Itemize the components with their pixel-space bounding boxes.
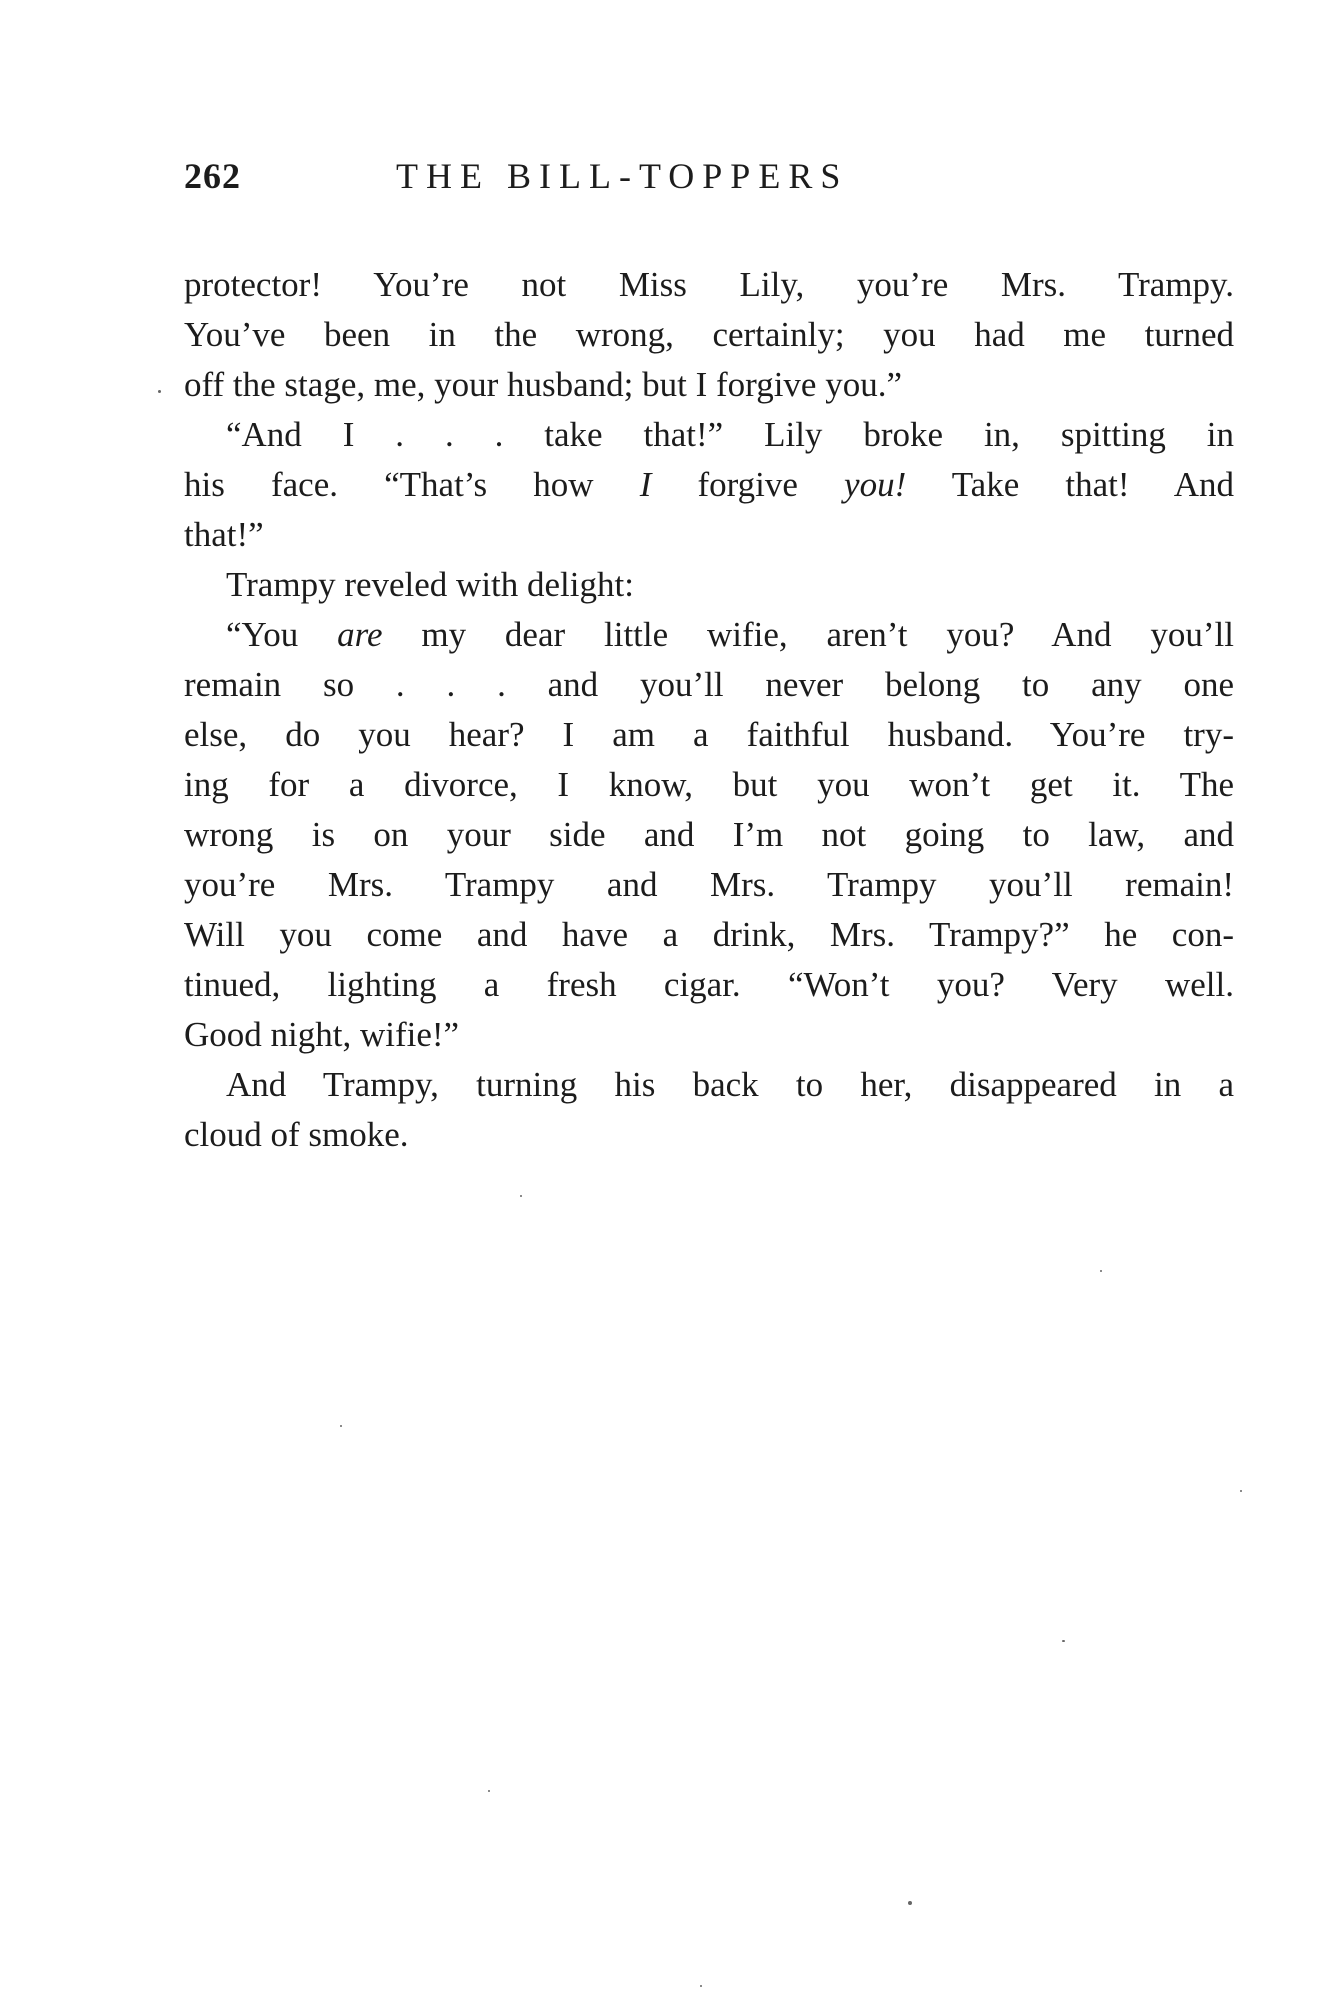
- scan-speck: [1100, 1270, 1102, 1272]
- scan-speck: [1062, 1640, 1065, 1642]
- scan-speck: [488, 1790, 490, 1792]
- italic-text: you!: [844, 465, 907, 504]
- text-line: Will you come and have a drink, Mrs. Trampy?” he con-: [184, 915, 1234, 954]
- text-line: else, do you hear? I am a faithful husband. You’re try-: [184, 715, 1234, 754]
- text-line: tinued, lighting a fresh cigar. “Won’t you? Very well.: [184, 965, 1234, 1004]
- text-line: remain so . . . and you’ll never belong to any one: [184, 665, 1234, 704]
- scan-speck: [700, 1985, 702, 1987]
- text-line: You’ve been in the wrong, certainly; you had me turned: [184, 315, 1234, 354]
- text-line: off the stage, me, your husband; but I forgive you.”: [184, 365, 902, 404]
- text-line: protector! You’re not Miss Lily, you’re Mrs. Trampy.: [184, 265, 1234, 304]
- scan-speck: [908, 1901, 912, 1905]
- scan-speck: [520, 1195, 522, 1197]
- scan-speck: [158, 390, 161, 393]
- text-line: wrong is on your side and I’m not going to law, and: [184, 815, 1234, 854]
- text-line: you’re Mrs. Trampy and Mrs. Trampy you’ll remain!: [184, 865, 1234, 904]
- text-line: ing for a divorce, I know, but you won’t get it. The: [184, 765, 1234, 804]
- text-line: “And I . . . take that!” Lily broke in, spitting in: [226, 415, 1234, 454]
- text-line: his face. “That’s how I forgive you! Take that! And: [184, 465, 1235, 504]
- text-line: Good night, wifie!”: [184, 1015, 460, 1054]
- text-line: cloud of smoke.: [184, 1115, 409, 1154]
- page-number: 262: [184, 156, 241, 196]
- running-title: THE BILL-TOPPERS: [396, 156, 849, 196]
- scan-speck: [340, 1425, 342, 1427]
- text-line: “You are my dear little wifie, aren’t you? And you’ll: [226, 615, 1234, 654]
- body-text: [184, 260, 1234, 1160]
- text-line: that!”: [184, 515, 264, 554]
- italic-text: I: [639, 465, 652, 504]
- running-head: [184, 152, 1234, 200]
- text-line: And Trampy, turning his back to her, disappeared in a: [226, 1065, 1234, 1104]
- text-line: Trampy reveled with delight:: [226, 565, 634, 604]
- italic-text: are: [337, 615, 383, 654]
- scan-speck: [1240, 1490, 1242, 1492]
